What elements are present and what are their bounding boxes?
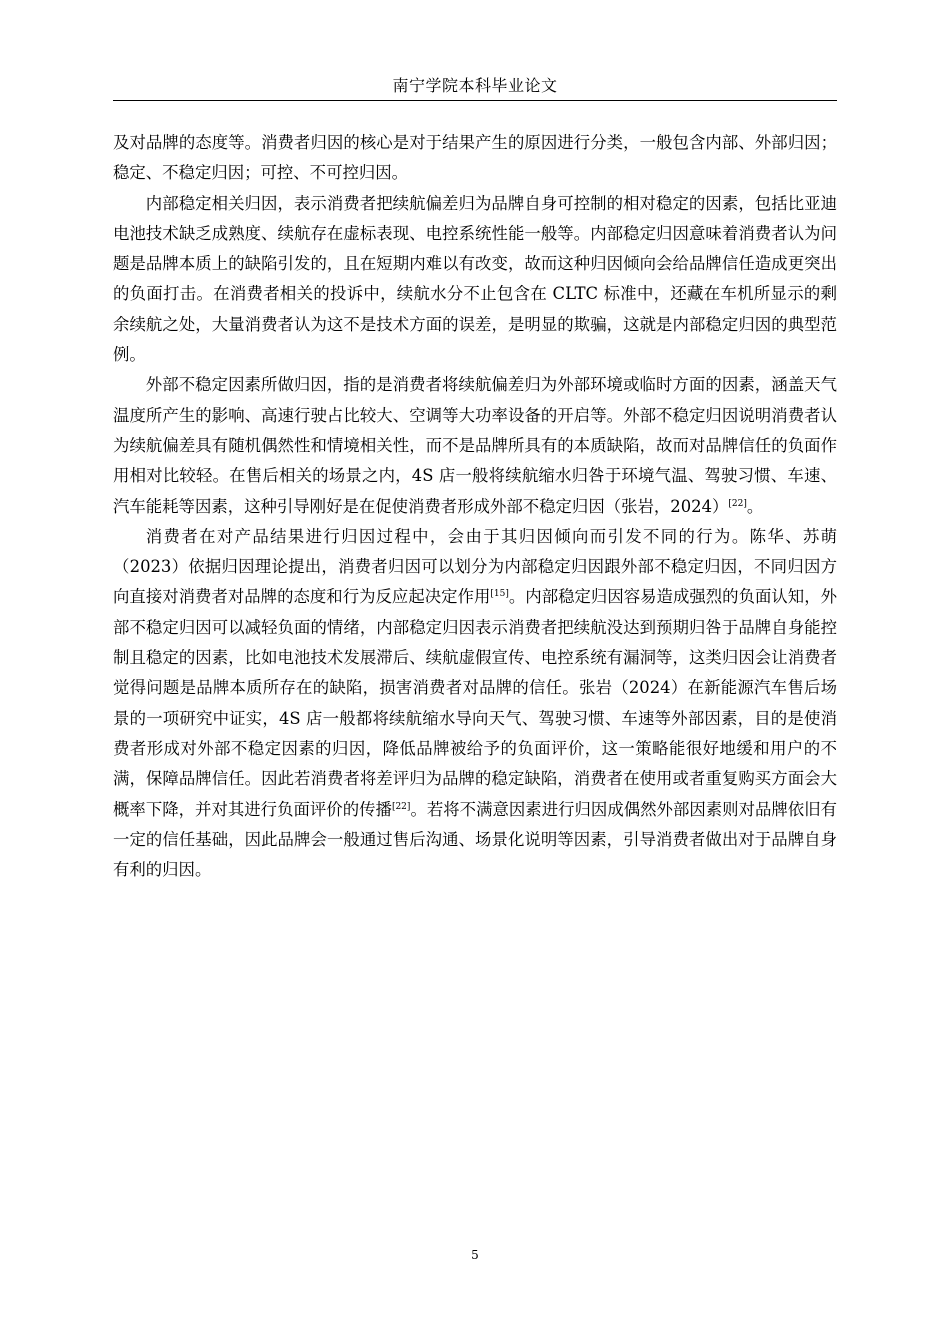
paragraph-continuation bbox=[113, 128, 837, 189]
paragraph-attribution-behavior bbox=[113, 522, 837, 886]
body-text bbox=[113, 128, 837, 885]
citation-reference: [22] bbox=[391, 801, 411, 812]
paragraph-text: 。内部稳定归因容易造成强烈的负面认知，外部不稳定归因可以减轻负面的情绪，内部稳定归因表示消费者把续航没达到预期归咎于品牌自身能控制且稳定的因素，比如电池技术发展滞后、续航虚假宣传、电控系统有漏洞等，这类归因会让消费者觉得问题是品牌本质所存在的缺陷，损害消费者对品牌的信任。张岩（2024）在新能源汽车售后场景的一项研究中证实，4S 店一般都将续航缩水导向天气、驾驶习惯、车速等外部因素，目的是使消费者形成对外部不稳定因素的归因，降低品牌被给予的负面评价，这一策略能很好地缓和用户的不满，保障品牌信任。因此若消费者将差评归为品牌的稳定缺陷，消费者在使用或者重复购买方面会大概率下降，并对其进行负面评价的传播 bbox=[113, 587, 838, 819]
paragraph-text: 消费者在对产品结果进行归因过程中，会由于其归因倾向而引发不同的行为。陈华、苏萌（2023）依据归因理论提出，消费者归因可以划分为内部稳定归因跟外部不稳定归因，不同归因方向直接对消费者对品牌的态度和行为反应起决定作用 bbox=[113, 526, 837, 607]
paragraph-text: 内部稳定相关归因，表示消费者把续航偏差归为品牌自身可控制的相对稳定的因素，包括比亚迪电池技术缺乏成熟度、续航存在虚标表现、电控系统性能一般等。内部稳定归因意味着消费者认为问题是品牌本质上的缺陷引发的，且在短期内难以有改变，故而这种归因倾向会给品牌信任造成更突出的负面打击。在消费者相关的投诉中，续航水分不止包含在 CLTC 标准中，还藏在车机所显示的剩余续航之处，大量消费者认为这不是技术方面的误差，是明显的欺骗，这就是内部稳定归因的典型范例。 bbox=[113, 193, 837, 365]
running-header: 南宁学院本科毕业论文 bbox=[392, 76, 558, 95]
paragraph-text: 外部不稳定因素所做归因，指的是消费者将续航偏差归为外部环境或临时方面的因素，涵盖天气温度所产生的影响、高速行驶占比较大、空调等大功率设备的开启等。外部不稳定归因说明消费者认为续航偏差具有随机偶然性和情境相关性，而不是品牌所具有的本质缺陷，故而对品牌信任的负面作用相对比较轻。在售后相关的场景之内，4S 店一般将续航缩水归咎于环境气温、驾驶习惯、车速、汽车能耗等因素，这种引导刚好是在促使消费者形成外部不稳定归因（张岩，2024） bbox=[113, 375, 837, 516]
paragraph-text: 。若将不满意因素进行归因成偶然外部因素则对品牌依旧有一定的信任基础，因此品牌会一般通过售后沟通、场景化说明等因素，引导消费者做出对于品牌自身有利的归因。 bbox=[113, 799, 838, 880]
citation-reference: [22] bbox=[728, 498, 747, 509]
header-divider bbox=[113, 100, 837, 101]
citation-reference: [15] bbox=[490, 589, 509, 600]
page-number: 5 bbox=[471, 1248, 479, 1262]
paragraph-internal-stable-attribution bbox=[113, 189, 837, 371]
paragraph-text: 。 bbox=[746, 496, 764, 516]
paragraph-external-unstable-attribution bbox=[113, 370, 837, 521]
paragraph-text: 及对品牌的态度等。消费者归因的核心是对于结果产生的原因进行分类，一般包含内部、外部归因；稳定、不稳定归因；可控、不可控归因。 bbox=[113, 133, 837, 183]
